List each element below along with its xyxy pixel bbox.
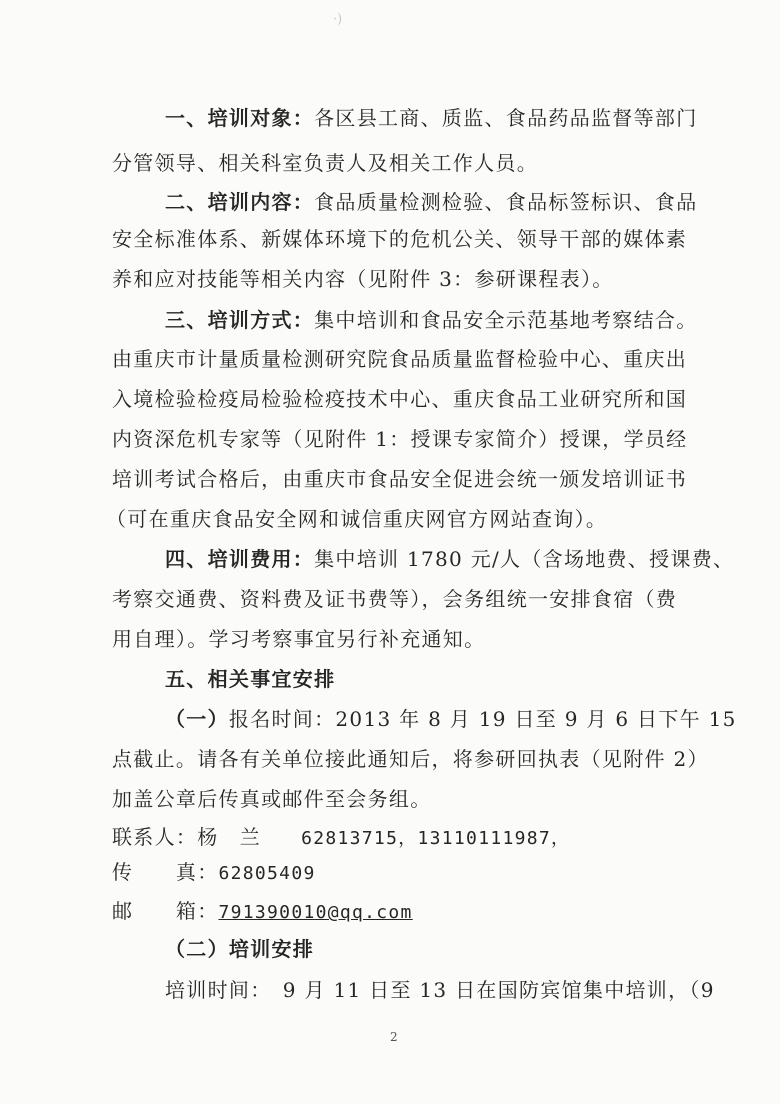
section-2-text-1: 食品质量检测检验、食品标签标识、食品	[314, 190, 698, 214]
subsection-2-heading: （二）培训安排	[165, 937, 315, 961]
section-3-line-5: 培训考试合格后，由重庆市食品安全促进会统一颁发培训证书	[112, 467, 688, 491]
contact-phones: 62813715，13110111987，	[301, 828, 571, 849]
section-3-line-1	[165, 306, 698, 334]
section-4-text-1: 集中培训 1780 元/人（含场地费、授课费、	[314, 547, 735, 571]
section-4-line-1	[165, 545, 734, 573]
section-1-line-1	[165, 104, 698, 132]
subsection-1-line-1	[165, 705, 737, 733]
fax-value: 62805409	[218, 863, 316, 884]
page-number: 2	[390, 1030, 398, 1044]
section-3-heading: 三、培训方式：	[165, 308, 315, 332]
email-label: 邮 箱：	[112, 899, 219, 923]
section-1-line-2: 分管领导、相关科室负责人及相关工作人员。	[112, 151, 538, 175]
section-4-heading: 四、培训费用：	[165, 547, 315, 571]
contact-name: 杨 兰	[197, 825, 262, 849]
section-2-heading: 二、培训内容：	[165, 190, 315, 214]
training-time-line: 培训时间： 9 月 11 日至 13 日在国防宾馆集中培训，（9	[165, 978, 715, 1002]
subsection-1-text-1: 报名时间：2013 年 8 月 19 日至 9 月 6 日下午 15	[228, 707, 737, 731]
email-link[interactable]: 791390010@qq.com	[218, 902, 413, 923]
subsection-1-heading: （一）	[165, 707, 229, 731]
contact-line	[112, 823, 570, 853]
section-3-line-6: （可在重庆食品安全网和诚信重庆网官方网站查询）。	[106, 507, 608, 531]
section-2-line-3: 养和应对技能等相关内容（见附件 3：参研课程表）。	[112, 267, 614, 291]
section-3-text-1: 集中培训和食品安全示范基地考察结合。	[314, 308, 698, 332]
contact-label: 联系人：	[112, 825, 198, 849]
section-2-line-1	[165, 188, 698, 216]
section-1-text-1: 各区县工商、质监、食品药品监督等部门	[314, 106, 698, 130]
subsection-1-line-3: 加盖公章后传真或邮件至会务组。	[112, 787, 432, 811]
fax-label: 传 真：	[112, 860, 219, 884]
subsection-1-line-2: 点截止。请各有关单位接此通知后，将参研回执表（见附件 2）	[112, 747, 709, 771]
section-3-line-4: 内资深危机专家等（见附件 1：授课专家简介）授课，学员经	[112, 427, 688, 451]
section-3-line-2: 由重庆市计量质量检测研究院食品质量监督检验中心、重庆出	[112, 347, 688, 371]
section-4-line-3: 用自理）。学习考察事宜另行补充通知。	[112, 627, 486, 651]
scan-artifact: ·)	[333, 12, 343, 27]
email-line	[112, 897, 413, 927]
section-5-heading: 五、相关事宜安排	[165, 667, 336, 691]
section-1-heading: 一、培训对象：	[165, 106, 315, 130]
fax-line	[112, 858, 316, 888]
section-2-line-2: 安全标准体系、新媒体环境下的危机公关、领导干部的媒体素	[112, 227, 688, 251]
section-3-line-3: 入境检验检疫局检验检疫技术中心、重庆食品工业研究所和国	[112, 387, 688, 411]
section-4-line-2: 考察交通费、资料费及证书费等），会务组统一安排食宿（费	[112, 587, 678, 611]
